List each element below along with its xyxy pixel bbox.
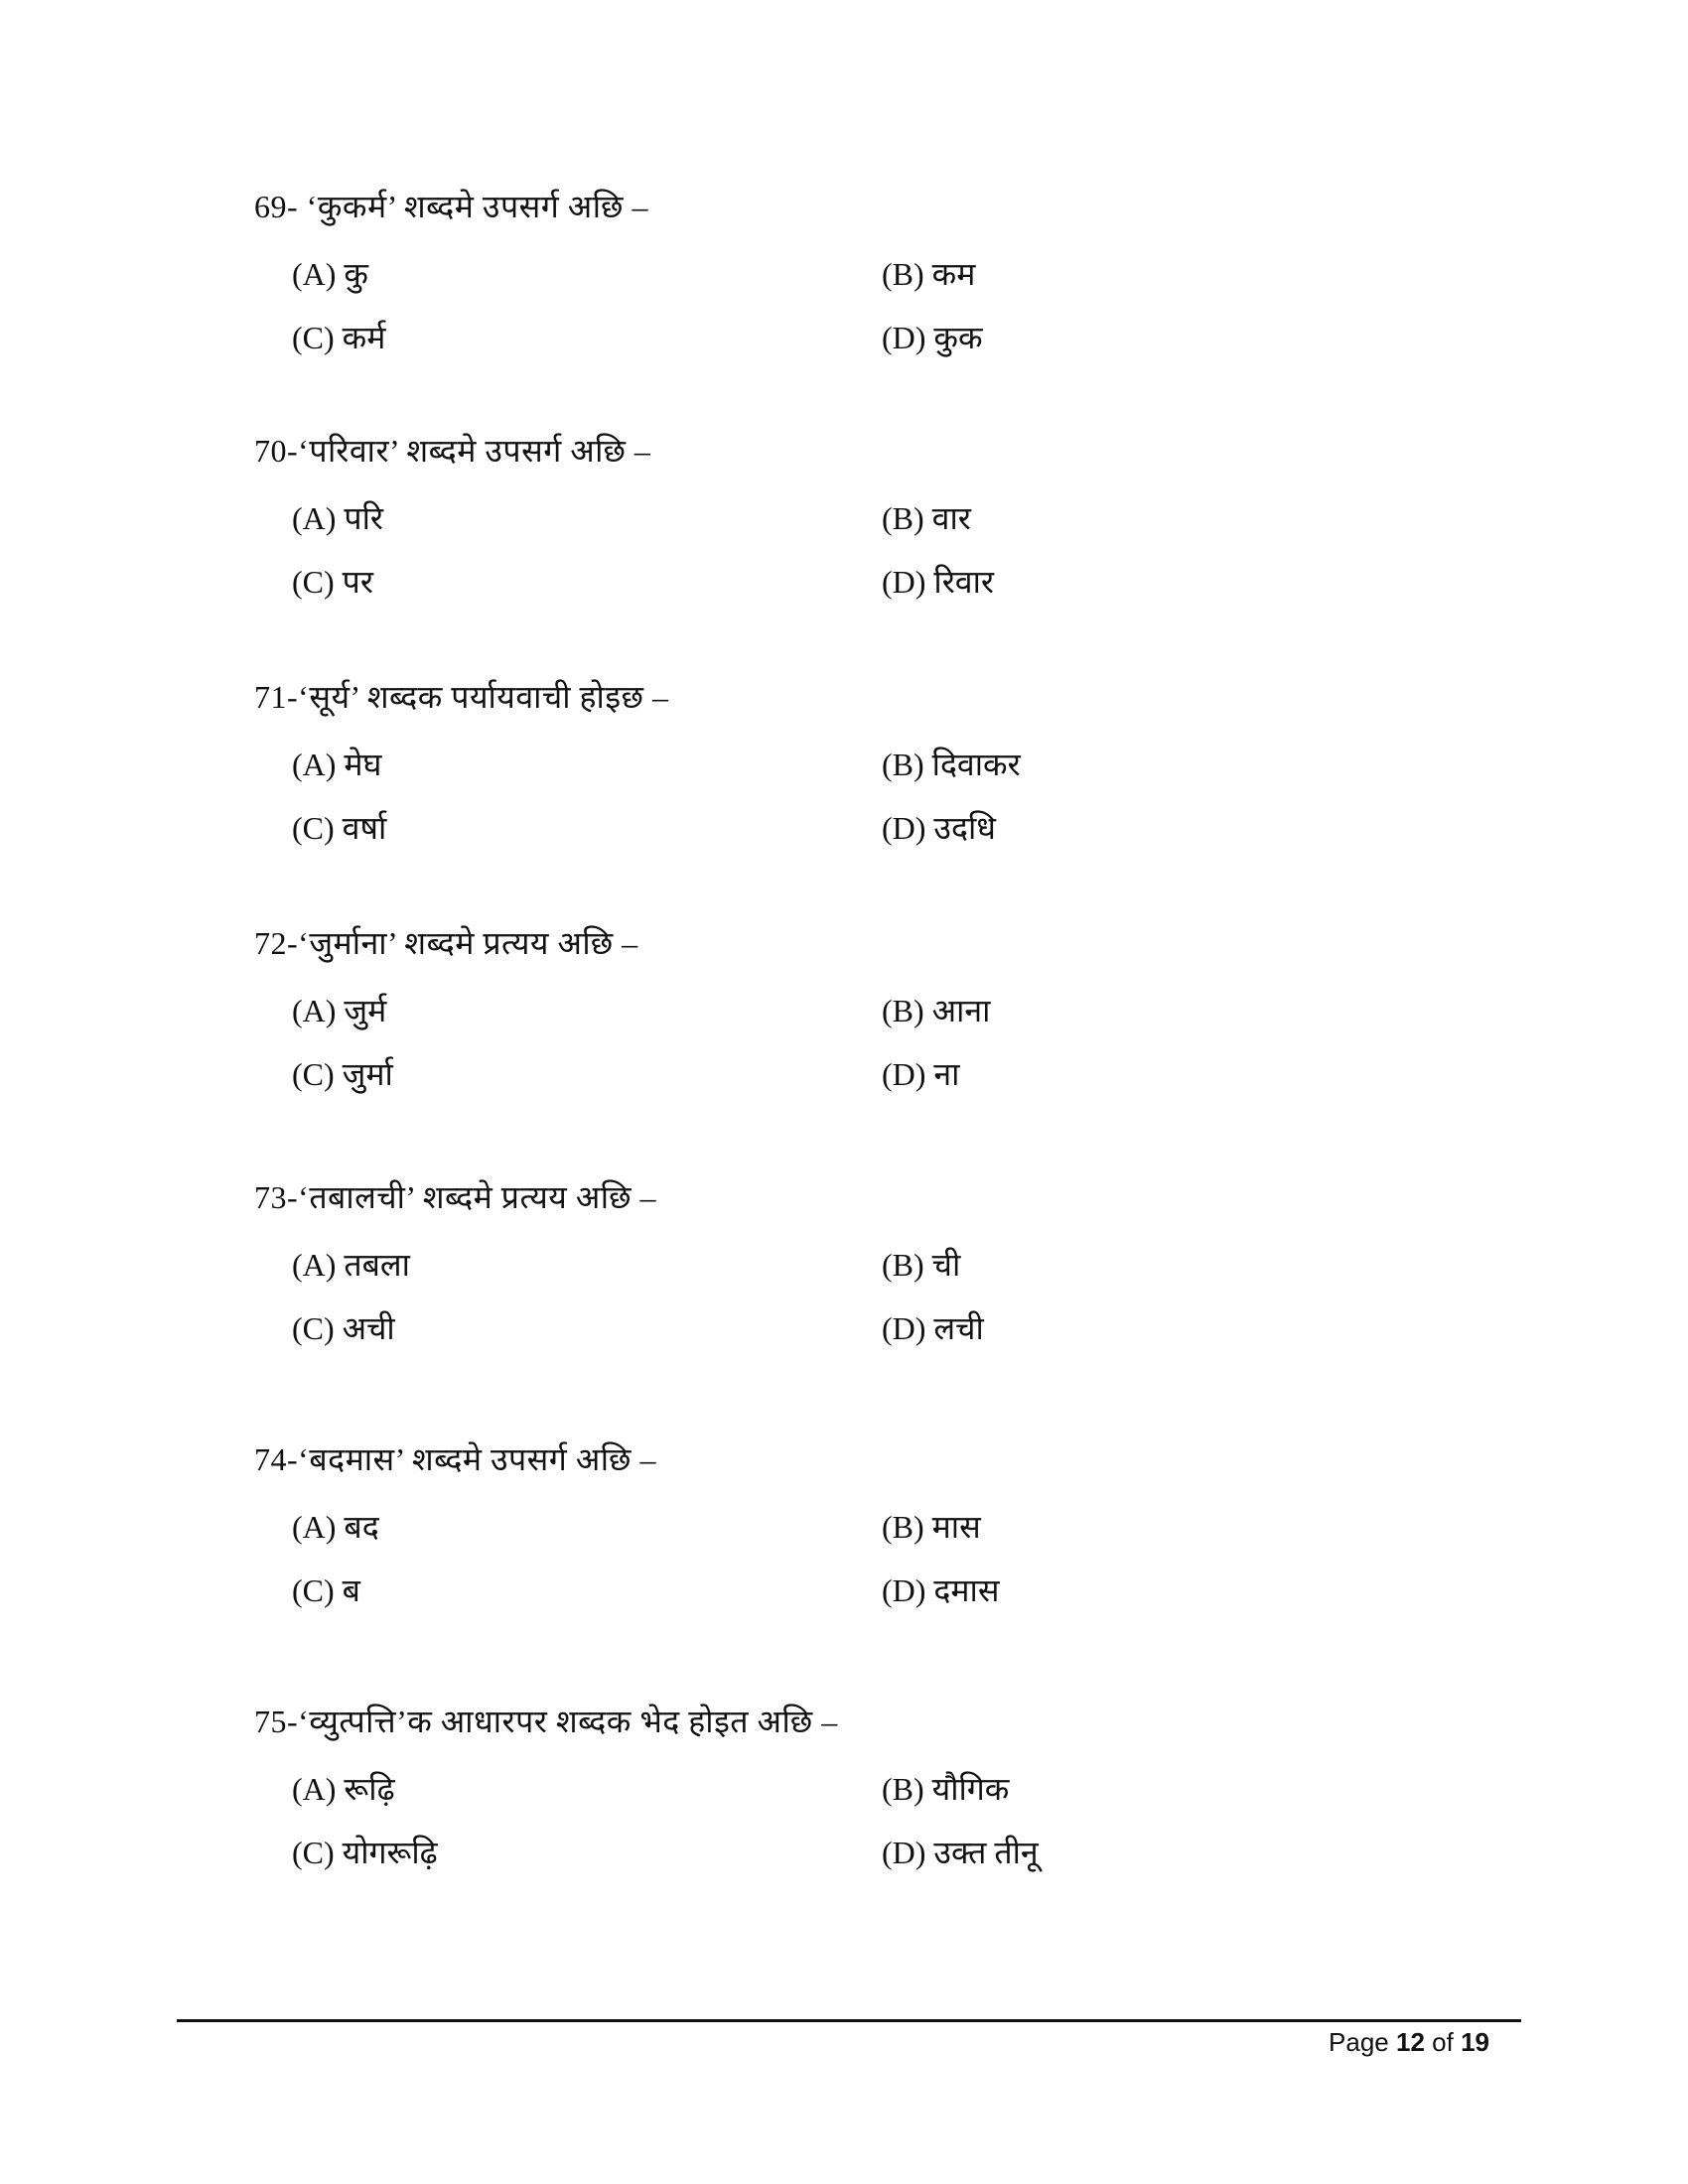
option-d bbox=[882, 1569, 999, 1612]
option-text: जुर्म bbox=[344, 993, 387, 1028]
option-text: कु bbox=[344, 256, 368, 292]
question-text: 74-‘बदमास’ शब्दमे उपसर्ग अछि – bbox=[254, 1441, 656, 1477]
option-c bbox=[292, 1052, 393, 1096]
question-69 bbox=[254, 185, 1495, 379]
option-text: दमास bbox=[933, 1572, 1000, 1608]
options-row bbox=[254, 806, 1495, 870]
option-letter: (C) bbox=[292, 564, 335, 600]
option-text: बद bbox=[344, 1509, 379, 1545]
question-text: 69- ‘कुकर्म’ शब्दमे उपसर्ग अछि – bbox=[254, 189, 648, 224]
footer-divider bbox=[177, 2019, 1521, 2022]
option-letter: (A) bbox=[292, 1771, 337, 1807]
option-d bbox=[882, 1052, 959, 1096]
option-text: वार bbox=[931, 500, 971, 536]
option-c bbox=[292, 1306, 395, 1350]
option-text: वर्षा bbox=[342, 810, 387, 846]
question-72 bbox=[254, 921, 1495, 1116]
question-70 bbox=[254, 429, 1495, 623]
options-row bbox=[254, 560, 1495, 623]
option-letter: (A) bbox=[292, 1509, 337, 1545]
option-letter: (A) bbox=[292, 1247, 337, 1283]
option-c bbox=[292, 1569, 360, 1612]
option-b bbox=[882, 496, 971, 540]
option-d bbox=[882, 806, 996, 850]
option-b bbox=[882, 743, 1021, 786]
option-letter: (C) bbox=[292, 320, 335, 355]
option-letter: (C) bbox=[292, 1056, 335, 1092]
option-c bbox=[292, 1831, 438, 1874]
options-row bbox=[254, 1052, 1495, 1116]
option-text: पर bbox=[342, 564, 373, 600]
option-letter: (B) bbox=[882, 500, 924, 536]
option-text: कुक bbox=[933, 320, 983, 355]
option-c bbox=[292, 806, 386, 850]
option-letter: (D) bbox=[882, 810, 926, 846]
option-b bbox=[882, 1767, 1009, 1811]
option-letter: (B) bbox=[882, 1771, 924, 1807]
current-page: 12 bbox=[1396, 2027, 1425, 2057]
question-text: 71-‘सूर्य’ शब्दक पर्यायवाची होइछ – bbox=[254, 679, 669, 715]
option-letter: (A) bbox=[292, 993, 337, 1028]
option-letter: (D) bbox=[882, 1056, 926, 1092]
question-text: 73-‘तबालची’ शब्दमे प्रत्यय अछि – bbox=[254, 1179, 657, 1215]
option-text: योगरूढ़ि bbox=[342, 1835, 438, 1870]
of-label: of bbox=[1432, 2027, 1454, 2057]
option-letter: (C) bbox=[292, 1835, 335, 1870]
option-a bbox=[292, 1243, 410, 1287]
page-number bbox=[1329, 2025, 1489, 2059]
question-73 bbox=[254, 1175, 1495, 1370]
options-row bbox=[254, 496, 1495, 560]
options-row bbox=[254, 1243, 1495, 1306]
option-d bbox=[882, 1306, 984, 1350]
option-letter: (D) bbox=[882, 320, 926, 355]
option-text: मास bbox=[931, 1509, 981, 1545]
question-71 bbox=[254, 675, 1495, 870]
option-letter: (C) bbox=[292, 1572, 335, 1608]
option-text: उदधि bbox=[933, 810, 996, 846]
option-text: उक्त तीनू bbox=[933, 1835, 1039, 1870]
options-row bbox=[254, 1569, 1495, 1632]
options-row bbox=[254, 252, 1495, 316]
option-a bbox=[292, 1505, 379, 1549]
option-text: कर्म bbox=[342, 320, 386, 355]
option-a bbox=[292, 1767, 395, 1811]
option-letter: (D) bbox=[882, 1310, 926, 1346]
option-a bbox=[292, 496, 383, 540]
option-c bbox=[292, 316, 385, 359]
option-text: दिवाकर bbox=[931, 747, 1021, 782]
option-letter: (A) bbox=[292, 747, 337, 782]
option-d bbox=[882, 1831, 1039, 1874]
question-text: 75-‘व्युत्पत्ति’क आधारपर शब्दक भेद होइत अछि – bbox=[254, 1704, 838, 1739]
option-d bbox=[882, 316, 983, 359]
option-b bbox=[882, 1505, 981, 1549]
page-label: Page bbox=[1329, 2027, 1389, 2057]
option-text: ब bbox=[342, 1572, 360, 1608]
option-text: लची bbox=[933, 1310, 984, 1346]
option-letter: (B) bbox=[882, 1509, 924, 1545]
option-b bbox=[882, 989, 990, 1032]
option-text: कम bbox=[931, 256, 976, 292]
option-letter: (D) bbox=[882, 1572, 926, 1608]
option-letter: (B) bbox=[882, 1247, 924, 1283]
option-text: तबला bbox=[344, 1247, 410, 1283]
option-letter: (D) bbox=[882, 1835, 926, 1870]
options-row bbox=[254, 316, 1495, 379]
option-text: आना bbox=[931, 993, 991, 1028]
option-text: परि bbox=[344, 500, 383, 536]
option-a bbox=[292, 743, 381, 786]
total-pages: 19 bbox=[1461, 2027, 1489, 2057]
option-b bbox=[882, 252, 975, 296]
option-letter: (C) bbox=[292, 810, 335, 846]
question-74 bbox=[254, 1437, 1495, 1632]
option-c bbox=[292, 560, 373, 604]
option-b bbox=[882, 1243, 960, 1287]
question-75 bbox=[254, 1700, 1495, 1894]
question-text: 72-‘जुर्माना’ शब्दमे प्रत्यय अछि – bbox=[254, 925, 638, 961]
option-text: रूढ़ि bbox=[344, 1771, 395, 1807]
option-letter: (B) bbox=[882, 993, 924, 1028]
option-d bbox=[882, 560, 994, 604]
options-row bbox=[254, 1831, 1495, 1894]
option-text: अची bbox=[342, 1310, 395, 1346]
options-row bbox=[254, 1306, 1495, 1370]
options-row bbox=[254, 989, 1495, 1052]
option-letter: (D) bbox=[882, 564, 926, 600]
option-a bbox=[292, 252, 368, 296]
option-letter: (C) bbox=[292, 1310, 335, 1346]
option-text: ना bbox=[933, 1056, 960, 1092]
option-letter: (B) bbox=[882, 256, 924, 292]
option-letter: (B) bbox=[882, 747, 924, 782]
option-text: यौगिक bbox=[931, 1771, 1010, 1807]
option-letter: (A) bbox=[292, 256, 337, 292]
option-a bbox=[292, 989, 386, 1032]
question-text: 70-‘परिवार’ शब्दमे उपसर्ग अछि – bbox=[254, 433, 651, 469]
option-text: जुर्मा bbox=[342, 1056, 393, 1092]
option-text: रिवार bbox=[933, 564, 994, 600]
options-row bbox=[254, 1505, 1495, 1569]
option-text: ची bbox=[931, 1247, 961, 1283]
option-letter: (A) bbox=[292, 500, 337, 536]
option-text: मेघ bbox=[344, 747, 382, 782]
options-row bbox=[254, 1767, 1495, 1831]
options-row bbox=[254, 743, 1495, 806]
